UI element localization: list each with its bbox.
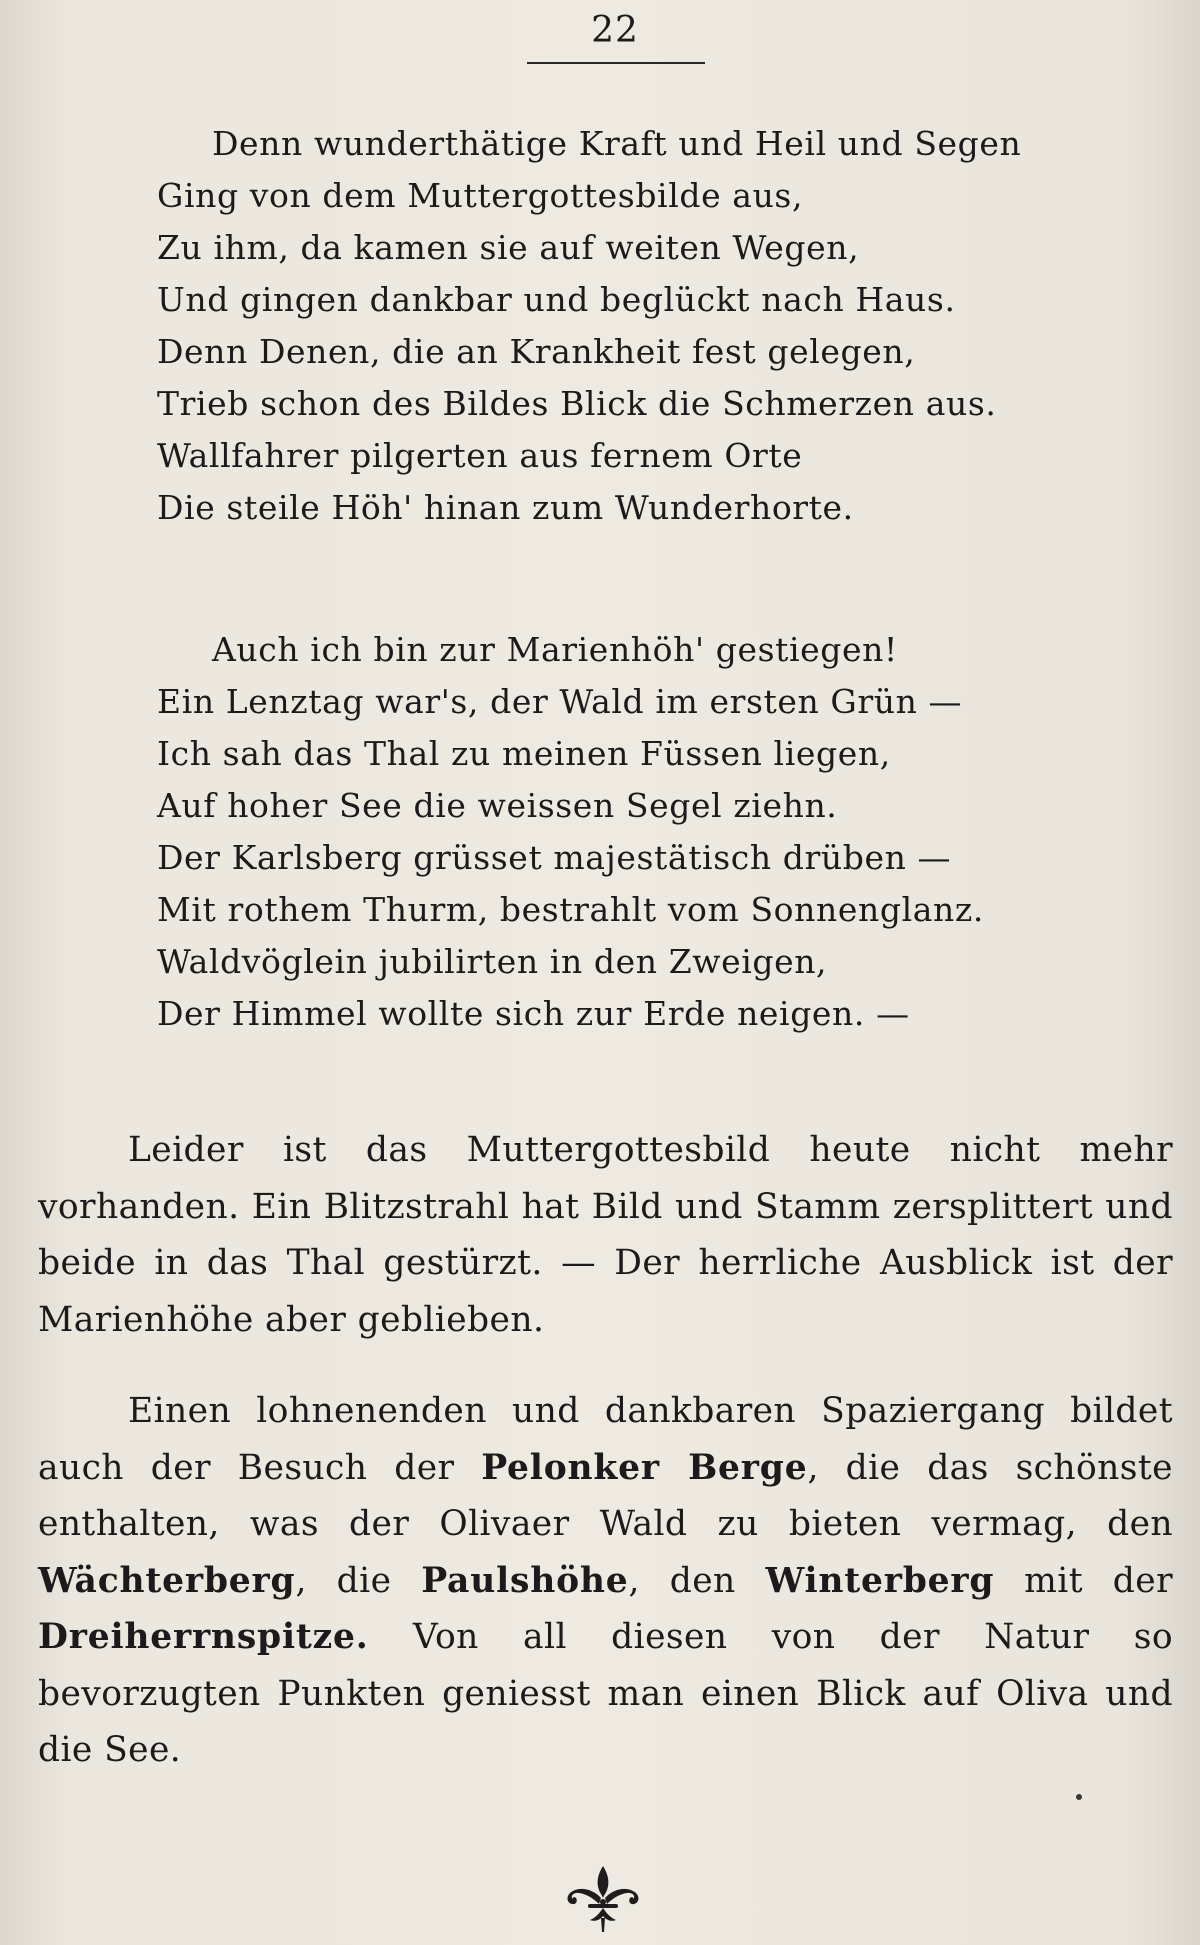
place-name-winterberg: Winterberg	[765, 1560, 995, 1601]
poem-line: Denn Denen, die an Krankheit fest gelegen,	[157, 332, 916, 371]
poem-line: Die steile Höh' hinan zum Wunderhorte.	[157, 488, 854, 527]
poem-line: Trieb schon des Bildes Blick die Schmerzen aus.	[157, 384, 997, 423]
prose-block-2	[38, 1383, 1173, 1779]
poem-line: Ging von dem Muttergottesbilde aus,	[157, 176, 804, 215]
header-rule	[527, 62, 705, 64]
poem-line: Ich sah das Thal zu meinen Füssen liegen,	[157, 734, 891, 773]
place-name-waechterberg: Wächterberg	[38, 1560, 296, 1601]
page-number: 22	[591, 10, 639, 51]
poem-line: Denn wunderthätige Kraft und Heil und Segen	[212, 124, 1022, 163]
place-name-pelonker-berge: Pelonker Berge	[481, 1447, 808, 1488]
paragraph-lost-painting: Leider ist das Muttergottesbild heute nicht mehr vorhanden. Ein Blitzstrahl hat Bild und Stamm zersplittert und beide in das Thal gestürzt. — Der herrliche Ausblick ist der Marienhöhe aber geblieben.	[38, 1130, 1173, 1340]
fleuron-icon	[558, 1862, 648, 1934]
poem-line: Auch ich bin zur Marienhöh' gestiegen!	[212, 630, 898, 669]
place-name-paulshoehe: Paulshöhe	[421, 1560, 629, 1601]
ink-speck	[1076, 1794, 1082, 1800]
place-name-dreiherrnspitze: Dreiherrnspitze.	[38, 1617, 369, 1657]
text-run: Von all diesen von der Natur so bevorzugten Punkten geniesst man einen Blick auf Oliva und die See.	[38, 1617, 1173, 1770]
poem-line: Ein Lenztag war's, der Wald im ersten Grün —	[157, 682, 963, 721]
poem-line: Wallfahrer pilgerten aus fernem Orte	[157, 436, 803, 475]
paragraph-pelonker-berge	[38, 1383, 1173, 1779]
text-run: , die	[295, 1560, 422, 1601]
text-run: , den	[628, 1560, 766, 1601]
poem-line: Mit rothem Thurm, bestrahlt vom Sonnenglanz.	[157, 890, 984, 929]
poem-line: Und gingen dankbar und beglückt nach Haus.	[157, 280, 956, 319]
poem-line: Der Himmel wollte sich zur Erde neigen. —	[157, 994, 910, 1033]
poem-line: Waldvöglein jubilirten in den Zweigen,	[157, 942, 828, 981]
poem-stanza-1	[157, 118, 1107, 534]
poem-line: Zu ihm, da kamen sie auf weiten Wegen,	[157, 228, 860, 267]
text-run: , die das schönste enthalten, was der Olivaer Wald zu bieten vermag, den	[38, 1447, 1173, 1544]
poem-stanza-2	[157, 624, 1107, 1040]
prose-block-1	[38, 1122, 1173, 1348]
poem-line: Der Karlsberg grüsset majestätisch drüben —	[157, 838, 952, 877]
text-run: Einen lohnenenden und dankbaren Spaziergang bildet auch der Besuch der	[38, 1391, 1173, 1488]
text-run: mit der	[994, 1560, 1173, 1601]
poem-line: Auf hoher See die weissen Segel ziehn.	[157, 786, 838, 825]
